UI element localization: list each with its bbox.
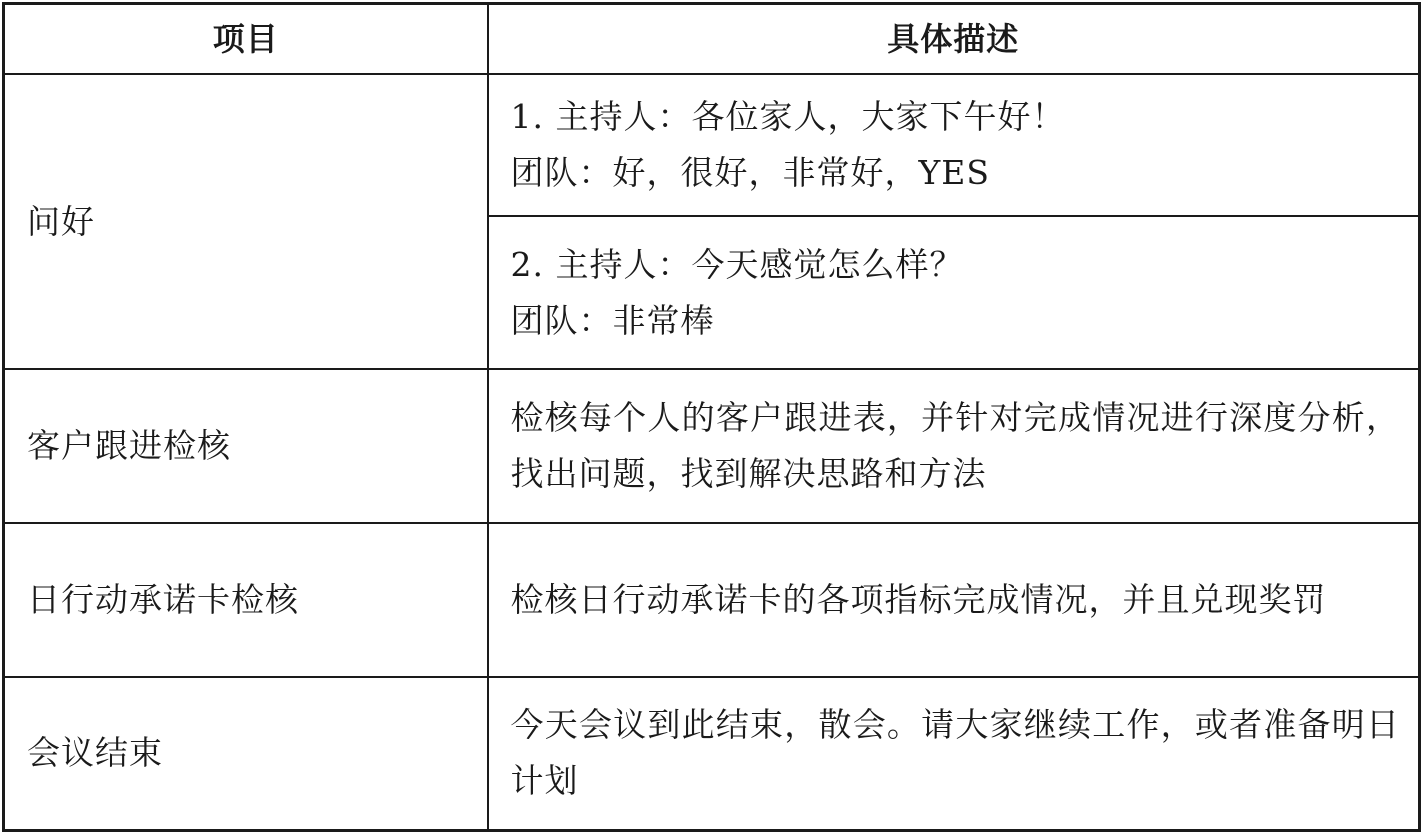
item-customer-followup: 客户跟进检核 [4, 369, 488, 523]
meeting-process-table [2, 2, 1421, 832]
description-text: 今天会议到此结束，散会。请大家继续工作，或者准备明日计划 [510, 705, 1400, 801]
header-item: 项目 [4, 4, 488, 75]
description-text: 检核日行动承诺卡的各项指标完成情况，并且兑现奖罚 [510, 580, 1327, 619]
description-line: 团队：好，很好，非常好，YES [510, 153, 990, 192]
item-greeting: 问好 [4, 74, 488, 369]
description-daily-commitment [488, 523, 1420, 677]
table-row-daily-commitment [4, 523, 1420, 677]
table-row-greeting-1 [4, 74, 1420, 216]
description-line: 团队：非常棒 [510, 300, 715, 340]
table-row-meeting-end [4, 677, 1420, 830]
item-meeting-end: 会议结束 [4, 677, 488, 830]
description-meeting-end [488, 677, 1420, 830]
description-customer-followup [488, 369, 1420, 523]
description-greeting-1 [488, 74, 1420, 216]
description-text: 检核每个人的客户跟进表，并针对完成情况进行深度分析，找出问题，找到解决思路和方法 [510, 398, 1400, 493]
table-header-row [4, 4, 1420, 75]
description-line: 2. 主持人：今天感觉怎么样？ [510, 244, 964, 284]
description-greeting-2 [488, 216, 1420, 369]
item-daily-commitment: 日行动承诺卡检核 [4, 523, 488, 677]
header-description: 具体描述 [488, 4, 1420, 75]
table-row-customer-followup [4, 369, 1420, 523]
description-line: 1. 主持人：各位家人，大家下午好！ [510, 97, 1066, 136]
